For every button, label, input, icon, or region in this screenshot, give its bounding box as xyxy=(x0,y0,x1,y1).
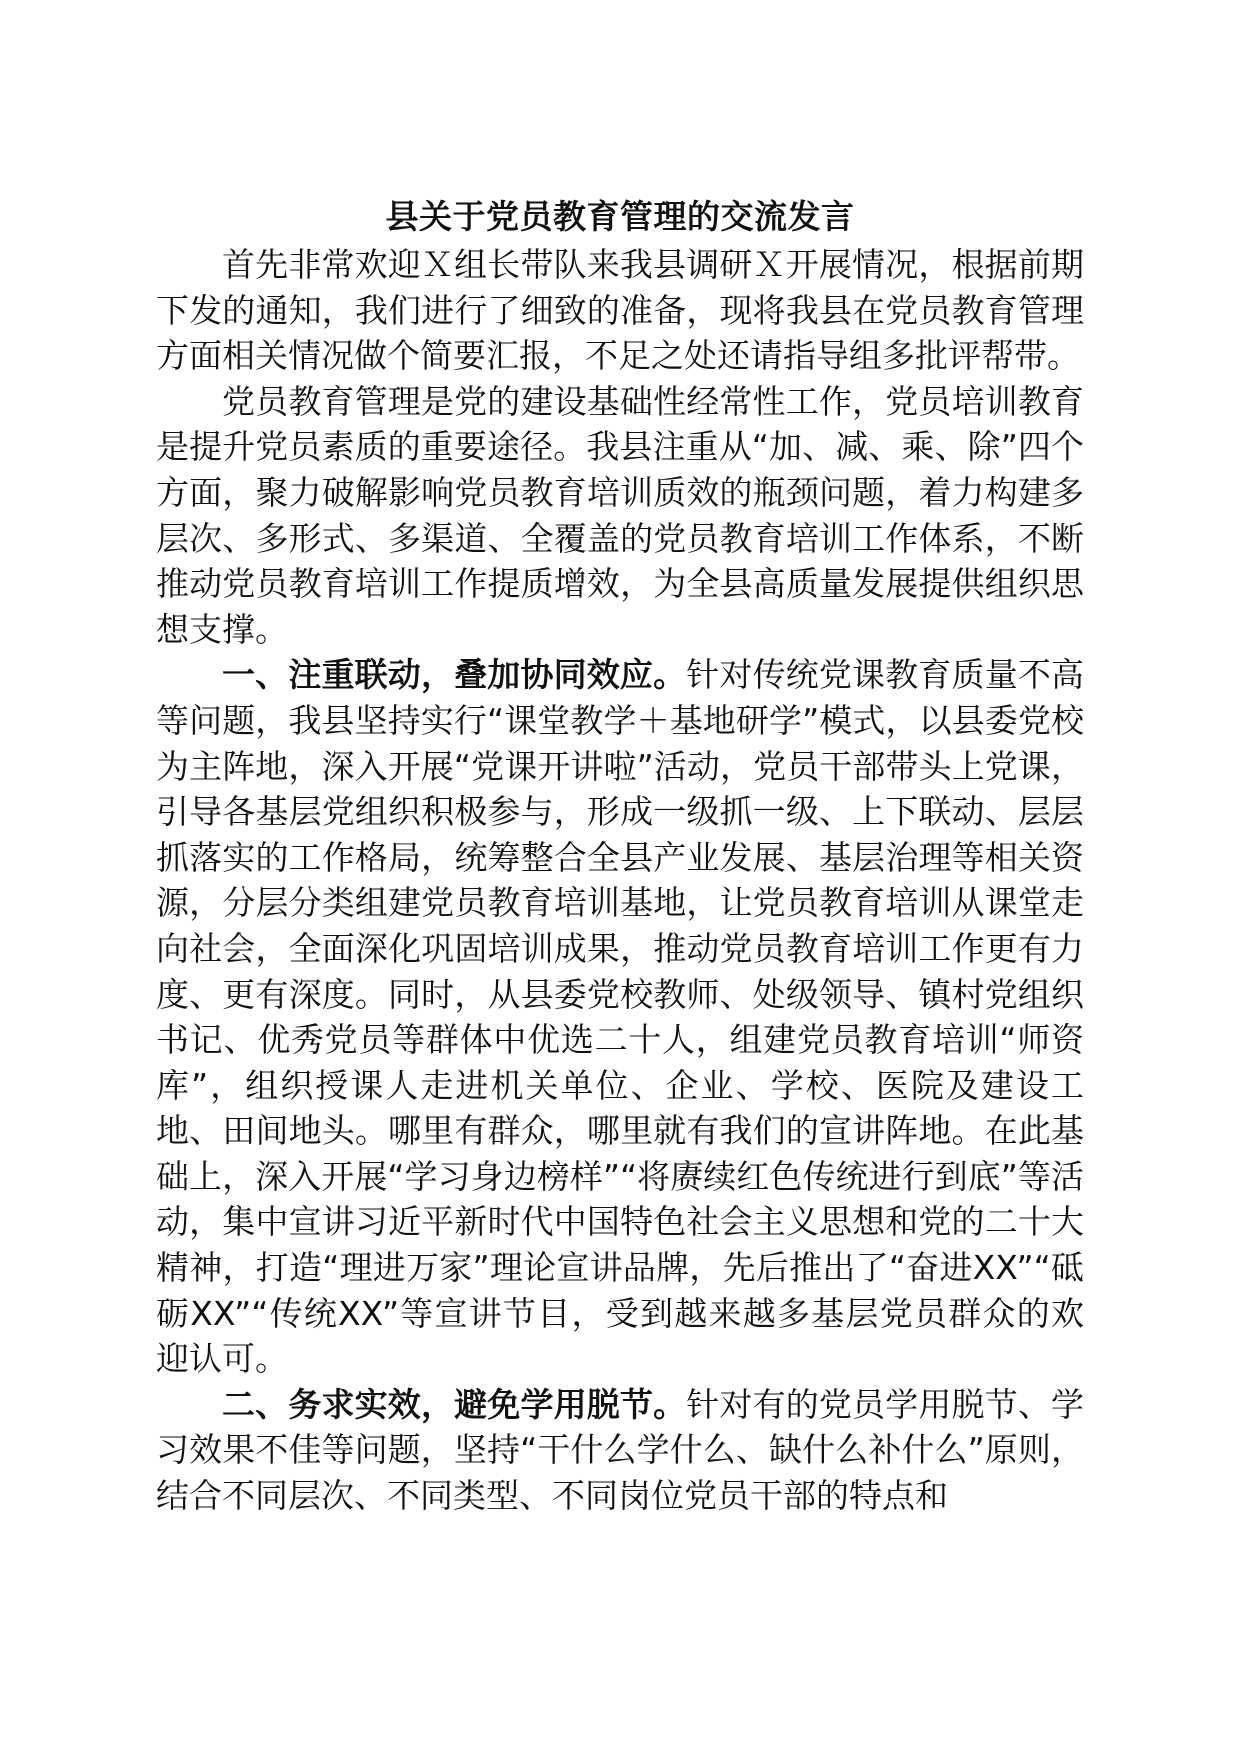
paragraph-intro xyxy=(156,242,1084,379)
paragraph-text: 针对传统党课教育质量不高等问题，我县坚持实行“课堂教学＋基地研学”模式，以县委党校为主阵地，深入开展“党课开讲啦”活动，党员干部带头上党课，引导各基层党组织积极参与，形成一级抓一级、上下联动、层层抓落实的工作格局，统筹整合全县产业发展、基层治理等相关资源，分层分类组建党员教育培训基地，让党员教育培训从课堂走向社会，全面深化巩固培训成果，推动党员教育培训工作更有力度、更有深度。同时，从县委党校教师、处级领导、镇村党组织书记、优秀党员等群体中优选二十人，组建党员教育培训“师资库”，组织授课人走进机关单位、企业、学校、医院及建设工地、田间地头。哪里有群众，哪里就有我们的宣讲阵地。在此基础上，深入开展“学习身边榜样”“将赓续红色传统进行到底”等活动，集中宣讲习近平新时代中国特色社会主义思想和党的二十大精神，打造“理进万家”理论宣讲品牌，先后推出了“奋进XX”“砥砺XX”“传统XX”等宣讲节目，受到越来越多基层党员群众的欢迎认可。 xyxy=(156,655,1085,1379)
document-body xyxy=(156,192,1084,1519)
paragraph-section-1 xyxy=(156,652,1084,1382)
section-heading: 二、务求实效，避免学用脱节。 xyxy=(222,1384,687,1424)
paragraph-text: 党员教育管理是党的建设基础性经常性工作，党员培训教育是提升党员素质的重要途径。我县注重从“加、减、乘、除”四个方面，聚力破解影响党员教育培训质效的瓶颈问题，着力构建多层次、多形式、多渠道、全覆盖的党员教育培训工作体系，不断推动党员教育培训工作提质增效，为全县高质量发展提供组织思想支撑。 xyxy=(156,381,1084,649)
paragraph-text: 针对有的党员学用脱节、学习效果不佳等问题，坚持“干什么学什么、缺什么补什么”原则，结合不同层次、不同类型、不同岗位党员干部的特点和 xyxy=(156,1384,1085,1516)
document-title: 县关于党员教育管理的交流发言 xyxy=(385,197,855,236)
paragraph-overview xyxy=(156,379,1084,653)
section-heading: 一、注重联动，叠加协同效应。 xyxy=(222,655,687,695)
paragraph-text: 首先非常欢迎Ｘ组长带队来我县调研Ｘ开展情况，根据前期下发的通知，我们进行了细致的准备，现将我县在党员教育管理方面相关情况做个简要汇报，不足之处还请指导组多批评帮带。 xyxy=(156,245,1084,376)
paragraph-section-2 xyxy=(156,1382,1084,1519)
